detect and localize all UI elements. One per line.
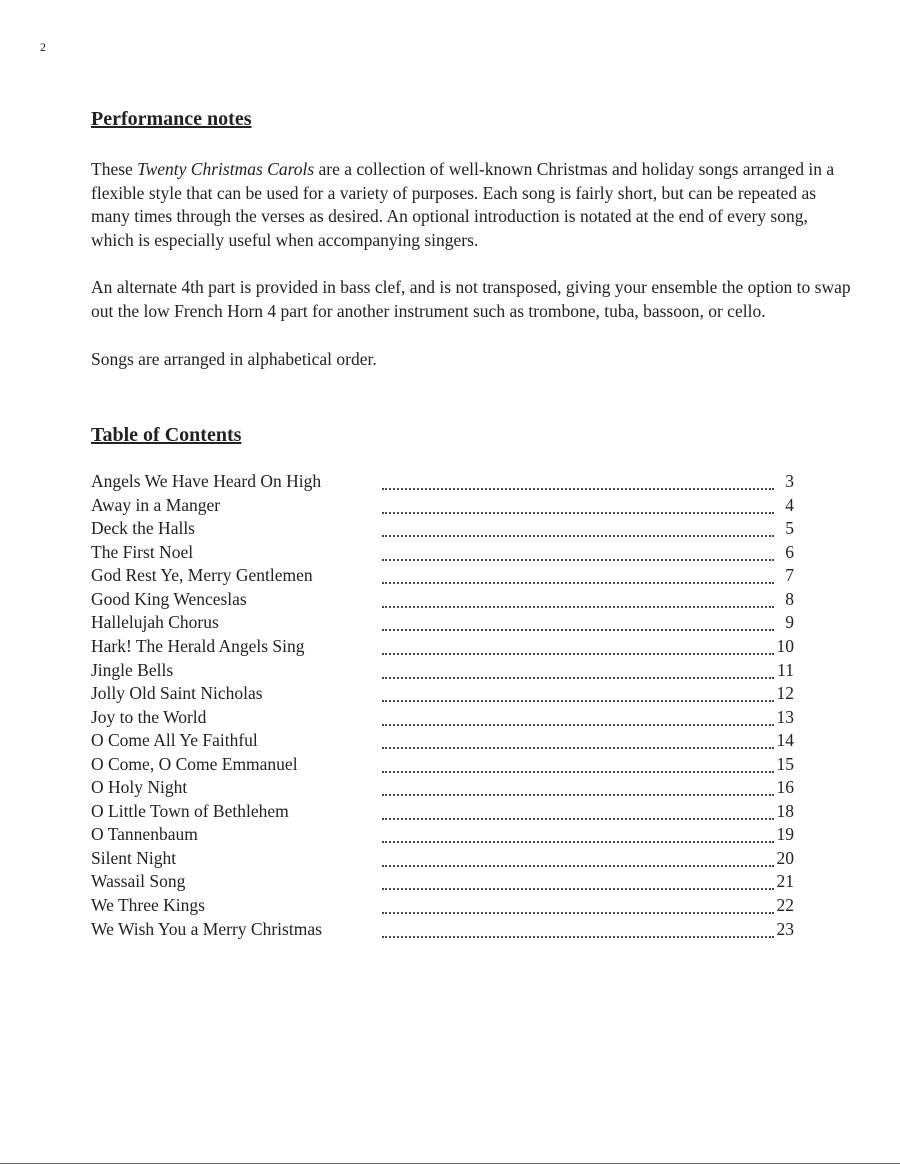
toc-dot-leader [382,626,774,631]
toc-entry-title: We Wish You a Merry Christmas [91,918,322,939]
toc-entry [91,659,851,683]
toc-dot-leader [382,509,774,514]
toc-entry-page-number: 9 [785,612,794,633]
toc-entry [91,753,851,777]
toc-dot-leader [382,650,774,655]
toc-entry-page-number: 5 [785,518,794,539]
performance-notes-heading: Performance notes [91,108,252,130]
toc-entry-title: Away in a Manger [91,494,221,515]
toc-dot-leader [382,909,774,914]
notes-paragraph-2: An alternate 4th part is provided in bass clef, and is not transposed, giving your ensemble the option to swap out the low French Horn 4 part for another instrument such as trombone, tuba, bassoon, or cello. [91,277,851,321]
toc-entry-title: Silent Night [91,847,177,868]
toc-entry [91,682,851,706]
toc-dot-leader [382,556,774,561]
toc-dot-leader [382,674,774,679]
toc-entry-page-number: 23 [776,918,794,939]
toc-entry-title: O Tannenbaum [91,824,198,845]
toc-entry [91,611,851,635]
toc-dot-leader [382,532,774,537]
toc-entry [91,823,851,847]
toc-entry [91,517,851,541]
toc-dot-leader [382,933,774,938]
toc-entry-title: Angels We Have Heard On High [91,471,322,492]
notes-paragraph-1-body: are a collection of well-known Christmas and holiday songs arranged in a flexible style that can be used for a variety of purposes. Each song is fairly short, but can be repeated as many times through the verses as desired. An optional introduction is notated at the end of every song, which is especially useful when accompanying singers. [91,159,835,250]
collection-title: Twenty Christmas Carols [137,159,315,179]
toc-dot-leader [382,838,774,843]
toc-entry-page-number: 21 [776,871,794,892]
notes-paragraph-1-lead: These [91,159,138,179]
toc-dot-leader [382,744,774,749]
table-of-contents-heading: Table of Contents [91,424,242,447]
toc-entry-title: O Holy Night [91,777,188,798]
toc-entry-page-number: 15 [776,753,794,774]
toc-entry-page-number: 22 [776,895,794,915]
toc-entry-page-number: 18 [776,800,794,821]
notes-paragraph-3: Songs are arranged in alphabetical order. [91,348,377,369]
toc-dot-leader [382,579,774,584]
toc-dot-leader [382,815,774,820]
toc-entry-page-number: 4 [785,494,794,515]
toc-entry [91,564,851,588]
toc-entry-page-number: 19 [776,824,794,845]
toc-entry [91,776,851,800]
toc-entry [91,918,851,942]
toc-dot-leader [382,603,774,608]
toc-entry [91,494,851,518]
toc-entry [91,588,851,612]
toc-entry [91,706,851,730]
toc-entry-title: Good King Wenceslas [91,588,247,609]
toc-entry [91,847,851,871]
toc-dot-leader [382,862,774,867]
performance-notes-section [91,104,851,371]
toc-entry-page-number: 8 [785,588,794,609]
toc-entry-page-number: 11 [777,659,794,680]
toc-entry [91,635,851,659]
toc-entry [91,870,851,894]
notes-paragraph-1 [91,158,851,252]
toc-entry-title: Joy to the World [91,706,207,727]
toc-dot-leader [382,721,774,726]
toc-entry-page-number: 6 [785,541,794,562]
toc-entry [91,894,851,918]
toc-entry-title: We Three Kings [91,895,205,915]
page-number: 2 [40,40,46,54]
toc-entry-title: O Little Town of Bethlehem [91,800,289,821]
toc-dot-leader [382,697,774,702]
toc-entry-title: Wassail Song [91,871,186,892]
toc-entry-title: Hallelujah Chorus [91,612,219,633]
toc-entry-page-number: 12 [776,683,794,704]
toc-entry-title: Hark! The Herald Angels Sing [91,635,305,656]
toc-entry-page-number: 10 [776,635,794,656]
toc-entry-page-number: 7 [785,565,794,586]
toc-entry-title: O Come All Ye Faithful [91,730,258,751]
toc-entry-page-number: 13 [776,706,794,727]
toc-entry [91,470,851,494]
toc-entry-page-number: 20 [776,847,794,868]
toc-entry [91,800,851,824]
toc-entry-page-number: 16 [776,777,794,798]
toc-entry-page-number: 3 [785,471,794,492]
toc-entry [91,729,851,753]
toc-dot-leader [382,885,774,890]
toc-dot-leader [382,768,774,773]
toc-entry-title: O Come, O Come Emmanuel [91,753,298,774]
toc-entry-title: God Rest Ye, Merry Gentlemen [91,565,313,586]
toc-entry-page-number: 14 [776,730,794,751]
toc-dot-leader [382,791,774,796]
toc-entry-title: Deck the Halls [91,518,195,539]
toc-list [91,470,851,941]
toc-entry-title: Jolly Old Saint Nicholas [91,683,263,704]
toc-dot-leader [382,485,774,490]
page-content [91,104,851,941]
toc-entry-title: Jingle Bells [91,659,174,680]
toc-entry [91,541,851,565]
table-of-contents-section [91,420,851,941]
toc-entry-title: The First Noel [91,541,194,562]
